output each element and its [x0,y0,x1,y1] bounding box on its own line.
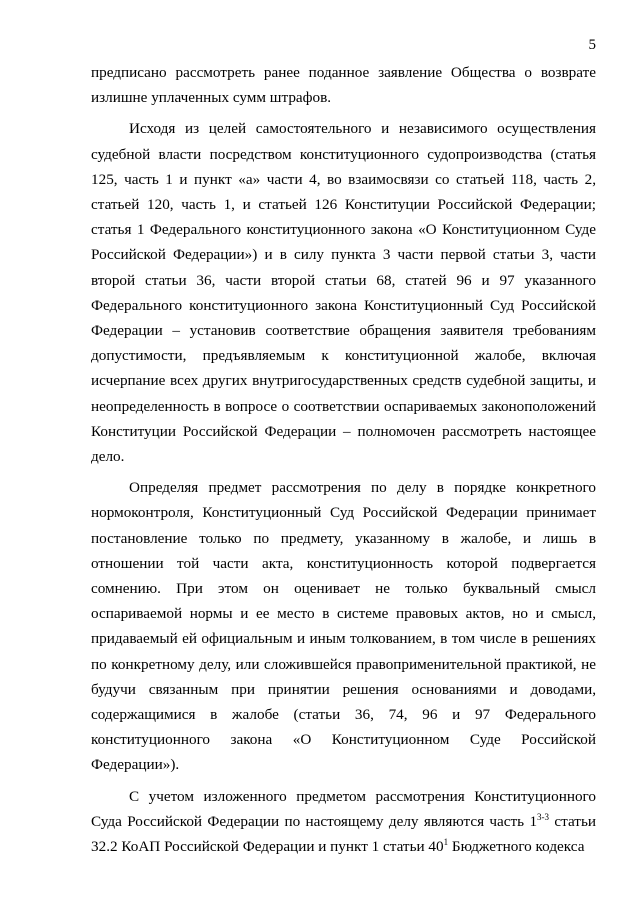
document-body [91,60,596,865]
paragraph: Исходя из целей самостоятельного и независимого осуществления судебной власти посредством конституционного судопроизводства (статья 125, часть 1 и пункт «а» части 4, во взаимосвязи со статьей 118, часть 2, статьей 120, часть 1, и статьей 126 Конституции Российской Федерации; статья 1 Федерального конституционного закона «О Конституционном Суде Российской Федерации») и в силу пункта 3 части первой статьи 3, части второй статьи 36, части второй статьи 68, статей 96 и 97 указанного Федерального конституционного закона Конституционный Суд Российской Федерации – установив соответствие обращения заявителя требованиям допустимости, предъявляемым к конституционной жалобе, включая исчерпание всех других внутригосударственных средств судебной защиты, и неопределенность в вопросе о соответствии оспариваемых законоположений Конституции Российской Федерации – полномочен рассмотреть настоящее дело. [91,120,596,466]
paragraph-text: Бюджетного кодекса [448,838,585,856]
paragraph: Определяя предмет рассмотрения по делу в порядке конкретного нормоконтроля, Конституционный Суд Российской Федерации принимает постановление только по предмету, указанному в жалобе, и лишь в отношении той части акта, конституционность которой подвергается сомнению. При этом он оценивает не только буквальный смысл оспариваемой нормы и ее место в системе правовых актов, но и смысл, придаваемый ей официальным и иным толкованием, в том числе в решениях по конкретному делу, или сложившейся правоприменительной практикой, не будучи связанным при принятии решения основаниями и доводами, содержащимися в жалобе (статьи 36, 74, 96 и 97 Федерального конституционного закона «О Конституционном Суде Российской Федерации»). [91,479,596,774]
superscript: 3-3 [537,811,550,822]
superscript: 1 [443,837,449,848]
paragraph: предписано рассмотреть ранее поданное заявление Общества о возврате излишне уплаченных сумм штрафов. [91,64,596,107]
paragraph [91,784,596,860]
paragraph-text: статьи 32.2 КоАП Российской Федерации и пункт 1 статьи 40 [91,812,596,856]
paragraph-text: С учетом изложенного предметом рассмотрения Конституционного Суда Российской Федерации по настоящему делу являются часть 1 [91,787,596,830]
page-number: 5 [588,37,596,53]
